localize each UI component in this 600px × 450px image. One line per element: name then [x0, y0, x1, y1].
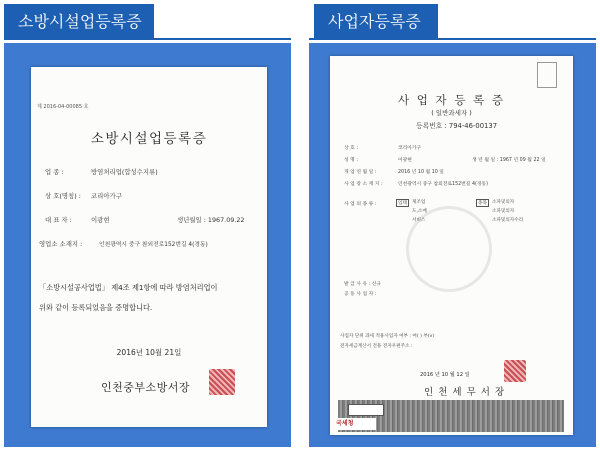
document-number: 제 2016-04-00085 호: [37, 104, 89, 110]
official-seal-icon: [504, 360, 526, 382]
field-label: 상 호(명칭) :: [45, 192, 81, 200]
tab-fire-registration: 소방시설업등록증: [4, 4, 154, 40]
business-certificate-document: [330, 56, 573, 435]
business-category-item: 도,소매: [412, 209, 427, 214]
field-value: 코리아가구: [398, 146, 422, 151]
certificate-title: 사 업 자 등 록 증: [398, 93, 505, 107]
field-label: 사 업 장 소 재 지 :: [344, 182, 383, 187]
e-invoice-email-line: 전자세금계산서 전용 전자우편주소 :: [340, 344, 413, 349]
stamp-icon: [537, 62, 557, 88]
business-category-item: 제조업: [412, 200, 426, 205]
joint-business-label: 공 동 사 업 자 :: [344, 292, 377, 297]
business-item: 소파및의자: [492, 209, 515, 214]
business-item-header: 종목: [478, 201, 487, 206]
field-label: 대 표 자 :: [45, 216, 72, 224]
field-value: 방염처리업(합성수지류): [91, 168, 158, 176]
certificate-body-line: 위와 같이 등록되었음을 증명합니다.: [39, 303, 153, 312]
issue-date: 2016 년 10 월 12 일: [420, 372, 470, 378]
business-certificate-panel: [309, 43, 596, 447]
field-extra: 생년월일 : 1967.09.22: [177, 216, 245, 224]
tax-unit-line: 사업자 단위 과세 적용사업자 여부 : 여( ) 부(v): [340, 334, 435, 339]
tab-underline-right: [309, 38, 596, 40]
issue-date: 2016년 10월 21일: [116, 348, 182, 357]
issuing-office: 인 천 세 무 서 장: [424, 387, 506, 398]
field-value: 코리아가구: [91, 192, 122, 200]
field-extra: 생 년 월 일 : 1967 년 09 월 22 일: [472, 158, 546, 163]
field-label: 업 종 :: [45, 168, 64, 176]
field-label: 성 명 :: [344, 158, 358, 163]
field-label: 개 업 연 월 일 :: [344, 170, 377, 175]
certificate-title: 소방시설업등록증: [90, 131, 208, 147]
field-label: 상 호 :: [344, 146, 358, 151]
business-item: 소파및의자수리: [492, 218, 524, 223]
redacted-box: [348, 404, 384, 416]
issuing-office: 인천중부소방서장: [101, 381, 191, 394]
business-item: 소파및의자: [492, 200, 515, 205]
business-category-item: 서비스: [412, 218, 426, 223]
field-value: 인천광역시 중구 참외전로152번길 4(경동): [398, 182, 489, 187]
issue-reason: 발 급 사 유 : 신규: [344, 282, 382, 287]
field-value: 이광현: [398, 158, 412, 163]
field-label: 영업소 소재지 :: [39, 240, 83, 248]
certificate-subtitle: ( 일반과세자 ): [431, 109, 472, 117]
registration-number: 등록번호 : 794-46-00137: [416, 122, 498, 130]
business-type-label: 사 업 의 종 류 :: [344, 202, 377, 207]
official-seal-icon: [209, 369, 235, 395]
tab-business-registration: 사업자등록증: [314, 4, 438, 40]
field-value: 이광현: [91, 216, 110, 224]
certificate-body-line: 「소방시설공사업법」 제4조 제1항에 따라 방염처리업이: [39, 283, 218, 292]
business-category-header: 업태: [398, 201, 407, 206]
fire-certificate-panel: [4, 43, 291, 447]
tab-underline-left: [4, 38, 291, 40]
nts-logo: [336, 418, 376, 430]
field-value: 2016 년 10 월 10 일: [398, 170, 444, 175]
fire-certificate-document: [31, 67, 267, 427]
field-value: 인천광역시 중구 참외전로152번길 4(경동): [99, 242, 208, 248]
nts-logo-text: 국세청: [336, 420, 354, 427]
